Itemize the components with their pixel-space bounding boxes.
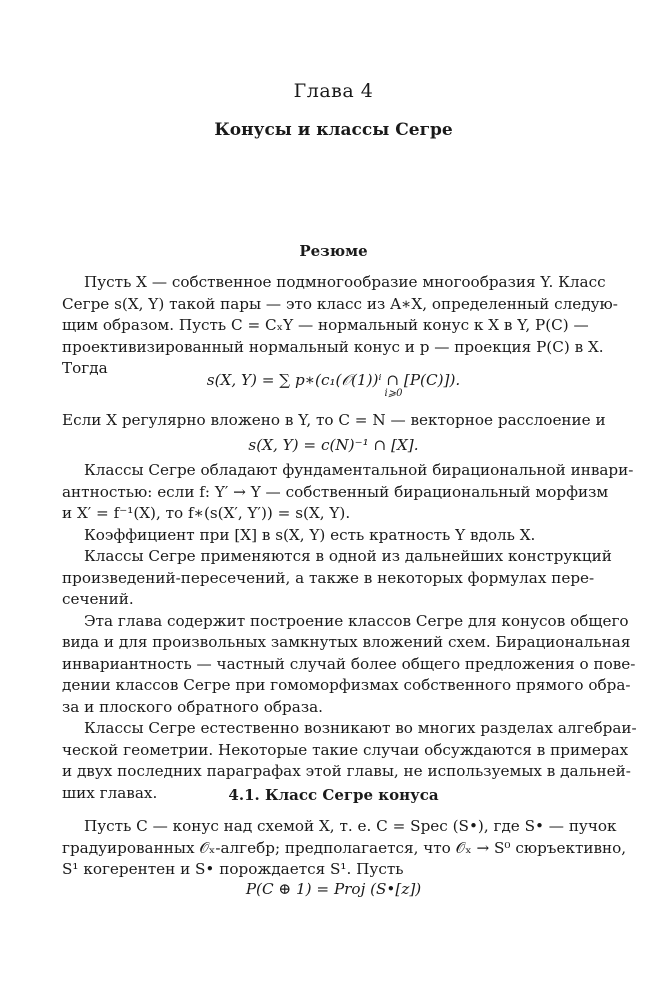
text-line: за и плоского обратного образа. <box>62 697 323 716</box>
sum-index: i⩾0 <box>384 388 403 399</box>
text-line: Классы Сегре естественно возникают во многих разделах алгебраи- <box>84 719 637 737</box>
text-line: произведений-пересечений, а также в некоторых формулах пере- <box>62 568 595 587</box>
chapter-number: Глава 4 <box>293 80 374 102</box>
paragraph-regular-embedding <box>62 410 612 432</box>
text-line: Пусть X — собственное подмногообразие многообразия Y. Класс <box>84 273 606 291</box>
text-line: Тогда <box>62 359 108 377</box>
text-line: ческой геометрии. Некоторые такие случаи обсуждаются в примерах <box>62 740 629 759</box>
section-heading: 4.1. Класс Сегре конуса <box>228 786 439 804</box>
text-line: и двух последних параграфах этой главы, не используемых в дальней- <box>62 762 631 780</box>
regular-embedding-formula <box>0 436 667 454</box>
chapter-title: Конусы и классы Сегре <box>214 120 453 140</box>
text-line: сечений. <box>62 590 134 608</box>
text-line: Если X регулярно вложено в Y, то C = N — векторное расслоение и <box>62 411 606 429</box>
text-line: вида и для произвольных замкнутых вложений схем. Бирациональная <box>62 633 631 651</box>
text-line: Эта глава содержит построение классов Сегре для конусов общего <box>84 611 629 630</box>
projective-cone-formula <box>0 880 667 898</box>
text-line: инвариантность — частный случай более общего предложения о пове- <box>62 654 636 673</box>
text-line: Классы Сегре обладают фундаментальной бирациональной инвари- <box>84 461 634 479</box>
text-line: проективизированный нормальный конус и p — проекция P(C) в X. <box>62 337 604 356</box>
paragraph-birational-invariance <box>62 460 637 804</box>
paragraph-intro <box>62 272 618 380</box>
text-line: Сегре s(X, Y) такой пары — это класс из A∗X, определенный следую- <box>62 294 618 313</box>
formula-text: s(X, Y) = c(N)⁻¹ ∩ [X]. <box>248 436 419 454</box>
formula-text: s(X, Y) = ∑ p∗(c₁(𝒪(1))ⁱ ∩ [P(C)]). <box>206 371 461 389</box>
paragraph-cone-definition <box>62 816 627 881</box>
text-line: Пусть C — конус над схемой X, т. е. C = Spec (S•), где S• — пучок <box>84 817 617 835</box>
formula-subscript <box>0 390 667 399</box>
text-line: щим образом. Пусть C = CₓY — нормальный конус к X в Y, P(C) — <box>62 316 589 334</box>
formula-text: P(C ⊕ 1) = Proj (S•[z]) <box>245 880 422 898</box>
text-line: антностью: если f: Y′ → Y — собственный бирациональный морфизм <box>62 482 609 501</box>
text-line: ших главах. <box>62 783 158 802</box>
text-line: дении классов Сегре при гомоморфизмах собственного прямого обра- <box>62 676 631 694</box>
text-line: и X′ = f⁻¹(X), то f∗(s(X′, Y′)) = s(X, Y). <box>62 504 351 522</box>
text-line: Коэффициент при [X] в s(X, Y) есть кратность Y вдоль X. <box>84 525 536 544</box>
text-line: Классы Сегре применяются в одной из дальнейших конструкций <box>84 547 612 565</box>
text-line: градуированных 𝒪ₓ-алгебр; предполагается, что 𝒪ₓ → S⁰ сюръективно, <box>62 838 627 857</box>
text-line: S¹ когерентен и S• порождается S¹. Пусть <box>62 860 404 878</box>
summary-heading: Резюме <box>299 242 368 260</box>
